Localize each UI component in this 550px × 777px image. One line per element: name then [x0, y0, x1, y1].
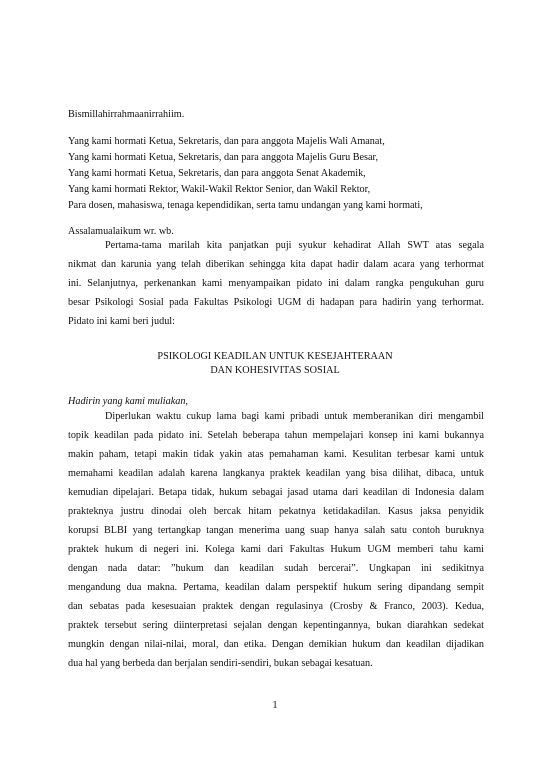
- speech-title-line: DAN KOHESIVITAS SOSIAL: [210, 365, 340, 376]
- intro-line: nikmat dan karunia yang telah diberikan sehingga kita dapat hadir dalam acara yang terhormat: [68, 259, 484, 270]
- salam: Assalamualaikum wr. wb.: [68, 226, 174, 237]
- addressee-line: Yang kami hormati Rektor, Wakil-Wakil Rektor Senior, dan Wakil Rektor,: [68, 184, 371, 195]
- body-line: mengandung dua makna. Pertama, keadilan dalam perspektif hukum sering dipandang sempit: [68, 582, 484, 593]
- body-line: korupsi BLBI yang tertangkap tangan menerima uang suap hanya salah satu contoh buruknya: [68, 525, 484, 536]
- addressee-line: Yang kami hormati Ketua, Sekretaris, dan para anggota Senat Akademik,: [68, 168, 366, 179]
- addressee-line: Para dosen, mahasiswa, tenaga kependidikan, serta tamu undangan yang kami hormati,: [68, 200, 423, 211]
- body-line: Diperlukan waktu cukup lama bagi kami pribadi untuk memberanikan diri mengambil: [105, 411, 484, 422]
- addressee-line: Yang kami hormati Ketua, Sekretaris, dan para anggota Majelis Wali Amanat,: [68, 136, 385, 147]
- body-line: memahami keadilan adalah karena langkanya praktek keadilan yang bisa dilihat, dibaca, untuk: [68, 468, 484, 479]
- intro-line: besar Psikologi Sosial pada Fakultas Psikologi UGM di hadapan para hadirin yang terhormat.: [68, 297, 484, 308]
- intro-line: ini. Selanjutnya, perkenankan kami menyampaikan pidato ini dalam rangka pengukuhan guru: [68, 278, 484, 289]
- body-line: dengan nada datar: ”hukum dan keadilan sudah bercerai”. Ungkapan ini sedikitnya: [68, 563, 484, 574]
- body-line: mungkin dengan nilai-nilai, moral, dan etika. Dengan demikian hukum dan keadilan dijadikan: [68, 639, 484, 650]
- body-line: makin paham, tetapi makin tidak yakin atas pemahaman kami. Kesulitan terbesar kami untuk: [68, 449, 484, 460]
- section-heading: Hadirin yang kami muliakan,: [68, 396, 188, 407]
- speech-title-line: PSIKOLOGI KEADILAN UNTUK KESEJAHTERAAN: [157, 351, 393, 362]
- intro-line: Pertama-tama marilah kita panjatkan puji syukur kehadirat Allah SWT atas segala: [105, 240, 484, 251]
- body-line: praktek tersebut sering diinterpretasi sejalan dengan kepentingannya, bukan diarahkan sedekat: [68, 620, 484, 631]
- body-line: prakteknya justru dinodai oleh bercak hitam pekatnya ketidakadilan. Kasus jaksa penyidik: [68, 506, 484, 517]
- addressee-line: Yang kami hormati Ketua, Sekretaris, dan para anggota Majelis Guru Besar,: [68, 152, 379, 163]
- body-line: praktek hukum di negeri ini. Kolega kami dari Fakultas Hukum UGM memberi tahu kami: [68, 544, 484, 555]
- body-line-last: dua hal yang berbeda dan berjalan sendiri-sendiri, bukan sebagai kesatuan.: [68, 658, 373, 669]
- page-number: 1: [272, 700, 278, 711]
- intro-line-last: Pidato ini kami beri judul:: [68, 316, 175, 327]
- body-line: dan sebatas pada kesesuaian praktek dengan regulasinya (Crosby & Franco, 2003). Kedua,: [68, 601, 484, 612]
- greeting: Bismillahirrahmaanirrahiim.: [68, 109, 185, 120]
- body-line: topik keadilan pada pidato ini. Setelah beberapa tahun mempelajari konsep ini kami bukannya: [68, 430, 484, 441]
- body-line: kemudian dipelajari. Betapa tidak, hukum sebagai jasad utama dari keadilan di Indonesia dalam: [68, 487, 484, 498]
